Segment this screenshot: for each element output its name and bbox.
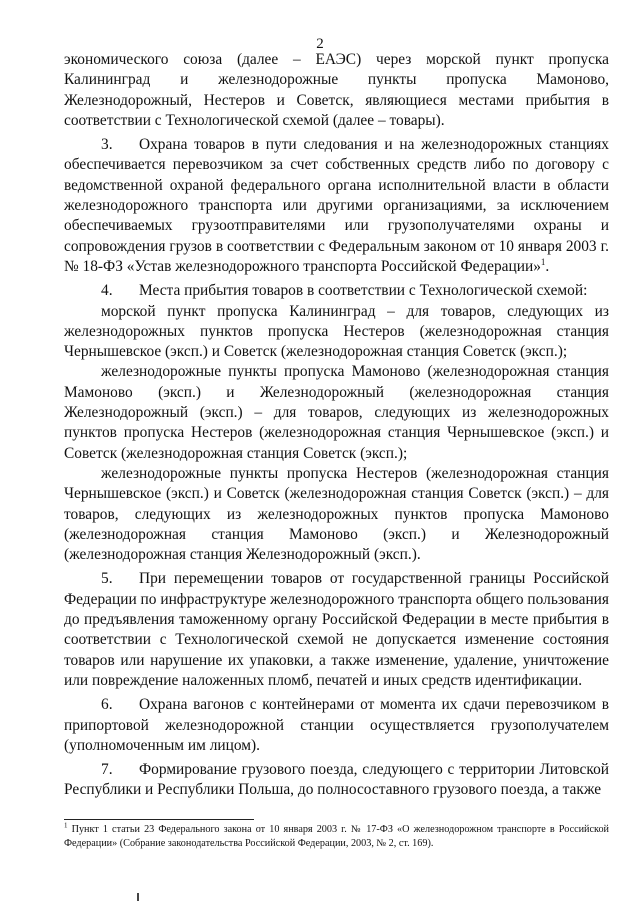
paragraph-text: Охрана вагонов с контейнерами от момента их сдачи перевозчиком в припортовой железнодорожной станции осуществляется грузополучателем (уполномоченным им лицом). xyxy=(64,696,609,754)
page-number: 2 xyxy=(316,36,324,52)
paragraph-tail: . xyxy=(545,257,550,275)
paragraph-4-item-3: железнодорожные пункты пропуска Нестеров (железнодорожная станция Чернышевское (эксп.) и Советск (железнодорожная станция Советск (эксп.) – для товаров, следующих из железнодорожных пунктов пропуска Мамоново (железнодорожная станция Мамоново (эксп.) и Железнодорожный (железнодорожная станция Железнодорожный (эксп.). xyxy=(64,464,609,564)
footnote-divider xyxy=(64,819,254,820)
paragraph-3 xyxy=(64,135,609,277)
paragraph-number: 6. xyxy=(101,696,113,714)
paragraph-4-item-1: морской пункт пропуска Калининград – для товаров, следующих из железнодорожных пунктов пропуска Нестеров (железнодорожная станция Чернышевское (эксп.) и Советск (железнодорожная станция Советск (эксп.); xyxy=(64,302,609,361)
paragraph-number: 4. xyxy=(101,282,113,300)
paragraph-text: Формирование грузового поезда, следующего с территории Литовской Республики и Республики Польша, до полносоставного грузового поезда, а также xyxy=(64,761,609,799)
paragraph-7 xyxy=(64,760,609,801)
paragraph-6 xyxy=(64,695,609,756)
paragraph-4-item-2: железнодорожные пункты пропуска Мамоново (железнодорожная станция Мамоново (эксп.) и Железнодорожный (железнодорожная станция Железнодорожный (эксп.) – для товаров, следующих из железнодорожных пунктов пропуска Нестеров (железнодорожная станция Чернышевское (эксп.) и Советск (железнодорожная станция Советск (эксп.); xyxy=(64,363,609,462)
footnote-marker: 1 xyxy=(64,821,68,830)
paragraph-number: 7. xyxy=(101,761,113,779)
scan-mark xyxy=(137,893,139,901)
paragraph-continuation: экономического союза (далее – ЕАЭС) через морской пункт пропуска Калининград и железнодорожные пункты пропуска Мамоново, Железнодорожный, Нестеров и Советск, являющиеся местами прибытия в соответствии с Технологической схемой (далее – товары). xyxy=(64,51,609,129)
document-body xyxy=(64,50,609,801)
paragraph-number: 3. xyxy=(101,136,113,154)
paragraph-text: Места прибытия товаров в соответствии с Технологической схемой: xyxy=(139,282,588,300)
paragraph-4 xyxy=(64,281,609,301)
paragraph-number: 5. xyxy=(101,570,113,588)
footnote-text: Пункт 1 статьи 23 Федерального закона от 10 января 2003 г. № 17-ФЗ «О железнодорожном транспорте в Российской Федерации» (Собрание законодательства Российской Федерации, 2003, № 2, ст. 169). xyxy=(64,824,610,849)
footnote xyxy=(64,823,609,850)
paragraph-text: При перемещении товаров от государственной границы Российской Федерации по инфраструктуре железнодорожного транспорта общего пользования до предъявления таможенному органу Российской Федерации в месте прибытия в соответствии с Технологической схемой не допускается изменение состояния товаров или нарушение их упаковки, а также изменение, удаление, уничтожение или повреждение наложенных пломб, печатей и иных средств идентификации. xyxy=(64,570,609,689)
paragraph-text: Охрана товаров в пути следования и на железнодорожных станциях обеспечивается перевозчиком за счет собственных средств либо по договору с ведомственной охраной федерального органа исполнительной власти в области железнодорожного транспорта или другими организациями, за исключением обеспечиваемых грузоотправителями или грузополучателями охраны и сопровождения грузов в соответствии с Федеральным законом от 10 января 2003 г. № 18-ФЗ «Устав железнодорожного транспорта Российской Федерации» xyxy=(64,136,609,275)
footnote-ref: 1 xyxy=(540,256,546,267)
paragraph-5 xyxy=(64,569,609,691)
